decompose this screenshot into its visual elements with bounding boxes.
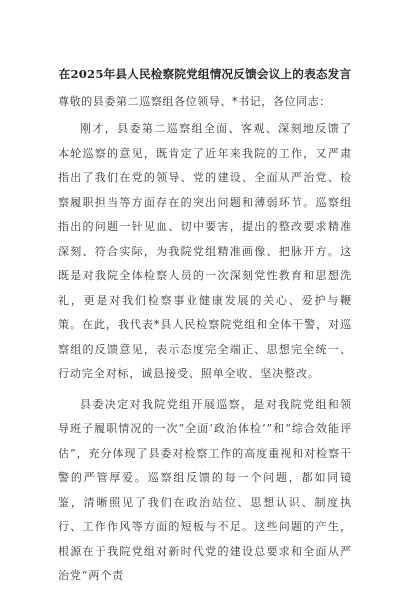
salutation: 尊敬的县委第二巡察组各位领导、*书记，各位同志： (58, 95, 331, 108)
document-title: 在2025年县人民检察院党组情况反馈会议上的表态发言 (58, 67, 352, 81)
body-paragraph-1: 刚才，县委第二巡察组全面、客观、深刻地反馈了本轮巡察的意见，既肯定了近年来我院的工作，又严肃指出了我们在党的领导、党的建设、全面从严治党、检察履职担当等方面存在的突出问题和薄弱环节。巡察组指出的问题一针见血、切中要害，提出的整改要求精准深刻、符合实际，为我院党组精准画像、把脉开方。这既是对我院全体检察人员的一次深刻党性教育和思想洗礼，更是对我们检察事业健康发展的关心、爱护与鞭策。在此，我代表*县人民检察院党组和全体干警，对巡察组的反馈意见，表示态度完全端正、思想完全统一、行动完全对标，诚恳接受、照单全收、坚决整改。 (58, 122, 352, 380)
body-paragraph-2: 县委决定对我院党组开展巡察，是对我院党组和领导班子履职情况的一次“全面‘政治体检’”和“综合效能评估”，充分体现了县委对检察工作的高度重视和对检察干警的严管厚爱。巡察组反馈的每一个问题，都如同镜鉴，清晰照见了我们在政治站位、思想认识、制度执行、工作作风等方面的短板与不足。这些问题的产生，根源在于我院党组对新时代党的建设总要求和全面从严治党“两个责 (58, 397, 352, 582)
